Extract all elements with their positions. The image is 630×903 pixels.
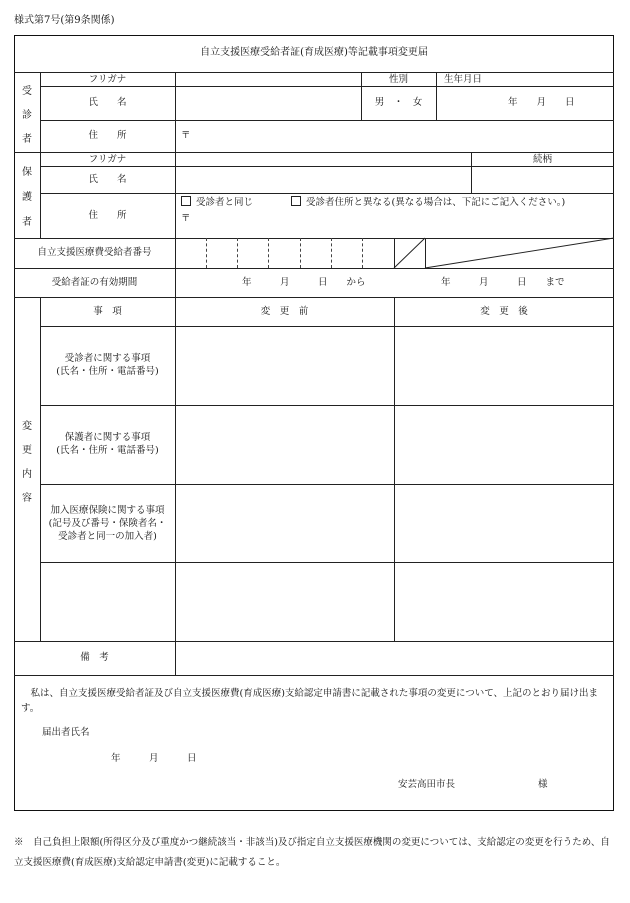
footnote: ※ 自己負担上限額(所得区分及び重度かつ継続該当・非該当)及び指定自立支援医療機関の変更については、支給認定の変更を行うため、自立支援医療費(育成医療)支給認定申請書(変更)に記載すること。 bbox=[14, 837, 610, 868]
patient-name-label: 氏 名 bbox=[88, 97, 127, 108]
change-row-guardian-title: 保護者に関する事項 bbox=[64, 432, 151, 443]
validity-from[interactable]: 年 月 日 から bbox=[242, 277, 366, 288]
guardian-furigana-label: フリガナ bbox=[88, 154, 127, 165]
patient-gender-options[interactable]: 男 ・ 女 bbox=[374, 97, 423, 108]
guardian-section-char: 保 bbox=[22, 167, 32, 178]
form-number: 様式第7号(第9条関係) bbox=[14, 15, 115, 26]
change-row-insurance-sub2: 受診者と同一の加入者) bbox=[58, 531, 157, 542]
notifier-name-label: 届出者氏名 bbox=[42, 727, 90, 738]
guardian-section-char: 者 bbox=[22, 217, 32, 228]
changes-header-after: 変 更 後 bbox=[480, 306, 528, 317]
validity-label: 受給者証の有効期間 bbox=[51, 277, 138, 288]
remarks-label: 備 考 bbox=[80, 652, 109, 663]
validity-to[interactable]: 年 月 日 まで bbox=[441, 277, 565, 288]
form-title: 自立支援医療受給者証(育成医療)等記載事項変更届 bbox=[200, 47, 428, 58]
checkbox-different[interactable] bbox=[291, 196, 301, 206]
recipient-number-label: 自立支援医療費受給者番号 bbox=[37, 247, 152, 258]
changes-header-before: 変 更 前 bbox=[260, 306, 309, 317]
patient-section-char: 診 bbox=[22, 110, 32, 121]
changes-section-char: 容 bbox=[22, 493, 32, 504]
patient-section-char: 者 bbox=[22, 134, 32, 145]
option-different-label: 受診者住所と異なる(異なる場合は、下記にご記入ください。) bbox=[306, 197, 566, 208]
declaration-statement: 私は、自立支援医療受給者証及び自立支援医療費(育成医療)支給認定申請書に記載された事項の変更について、上記のとおり届け出ます。 bbox=[21, 688, 599, 714]
patient-section-char: 受 bbox=[22, 86, 32, 97]
guardian-section-char: 護 bbox=[22, 192, 32, 203]
change-row-patient-sub: (氏名・住所・電話番号) bbox=[56, 366, 159, 377]
guardian-option-same[interactable] bbox=[181, 196, 253, 209]
patient-gender-label: 性別 bbox=[388, 74, 408, 85]
guardian-option-different[interactable] bbox=[291, 196, 565, 209]
changes-section-char: 内 bbox=[22, 469, 32, 480]
patient-postal-mark: 〒 bbox=[181, 130, 191, 141]
changes-header-item: 事 項 bbox=[93, 306, 122, 317]
changes-section-char: 変 bbox=[22, 421, 32, 432]
change-row-patient-title: 受診者に関する事項 bbox=[64, 353, 151, 364]
patient-address-label: 住 所 bbox=[88, 130, 127, 141]
addressee: 安芸高田市長 bbox=[398, 779, 456, 790]
guardian-relation-label: 続柄 bbox=[532, 154, 552, 165]
checkbox-same[interactable] bbox=[181, 196, 191, 206]
guardian-postal-mark: 〒 bbox=[181, 213, 191, 224]
change-row-guardian-sub: (氏名・住所・電話番号) bbox=[56, 445, 159, 456]
addressee-honorific: 様 bbox=[538, 779, 548, 790]
notification-date[interactable]: 年 月 日 bbox=[111, 753, 197, 764]
change-row-insurance-title: 加入医療保険に関する事項 bbox=[50, 505, 165, 516]
patient-birthdate-field[interactable]: 年 月 日 bbox=[508, 97, 575, 108]
changes-section-char: 更 bbox=[22, 445, 32, 456]
patient-birthdate-label: 生年月日 bbox=[444, 74, 483, 85]
guardian-address-label: 住 所 bbox=[88, 210, 127, 221]
patient-furigana-label: フリガナ bbox=[88, 74, 127, 85]
option-same-label: 受診者と同じ bbox=[196, 197, 254, 208]
change-row-insurance-sub1: (記号及び番号・保険者名・ bbox=[48, 518, 167, 529]
guardian-name-label: 氏 名 bbox=[88, 174, 127, 185]
